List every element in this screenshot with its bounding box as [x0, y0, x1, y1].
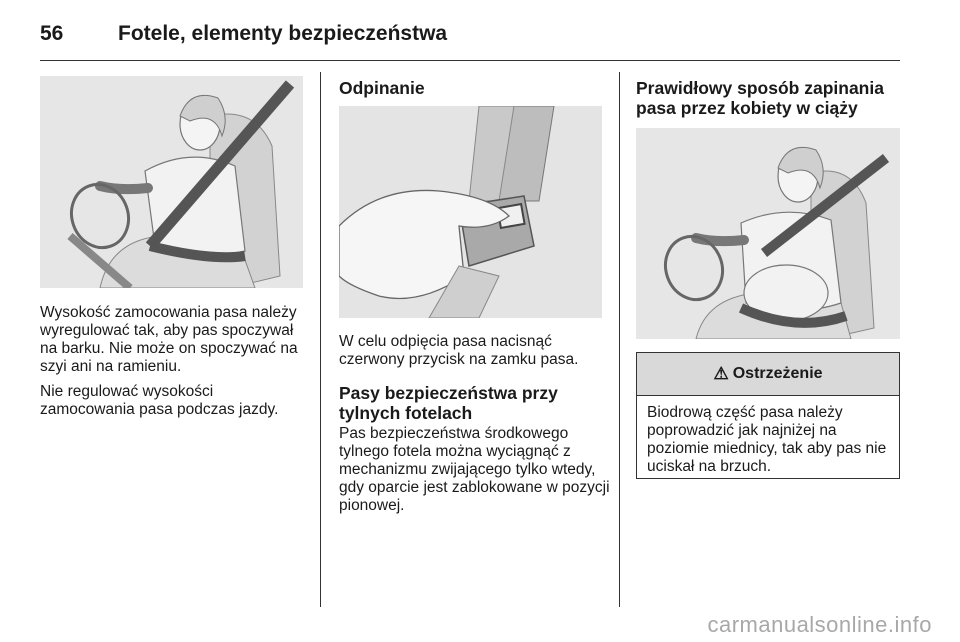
paragraph: Nie regulować wysokości zamocowania pasa podczas jazdy. — [40, 383, 279, 418]
seatbelt-shoulder-illustration — [40, 76, 303, 288]
section-heading: Pasy bezpieczeństwa przy tylnych fotelach — [339, 383, 558, 423]
section-heading: Prawidłowy sposób zapinania pasa przez kobiety w ciąży — [636, 78, 884, 118]
warning-text: Biodrową część pasa należy poprowadzić jak najniżej na poziomie miednicy, tak aby pas nie uciskał na brzuch. — [647, 404, 887, 475]
paragraph: Wysokość zamocowania pasa należy wyregulować tak, aby pas spoczywał na barku. Nie może on spoczywać na szyi ani na ramieniu. — [40, 304, 298, 375]
warning-triangle-icon: ⚠ — [713, 364, 729, 383]
section-heading: Odpinanie — [339, 78, 425, 98]
column-divider-2 — [619, 72, 620, 607]
warning-header — [637, 353, 899, 396]
pregnant-seatbelt-illustration — [636, 128, 900, 339]
warning-box — [636, 352, 900, 479]
warning-title: Ostrzeżenie — [732, 365, 823, 382]
header-rule — [40, 60, 900, 61]
unbuckle-paragraph: W celu odpięcia pasa nacisnąć czerwony przycisk na zamku pasa. — [339, 333, 579, 368]
page-title: Fotele, elementy bezpieczeństwa — [118, 22, 448, 45]
rear-belt-paragraph: Pas bezpieczeństwa środkowego tylnego fotela można wyciągnąć z mechanizmu zwijającego tylko wtedy, gdy oparcie jest zablokowane w pozycji pionowej. — [339, 425, 610, 514]
page-header — [40, 12, 920, 60]
column1-text — [40, 304, 312, 426]
column-divider-1 — [320, 72, 321, 607]
watermark: carmanualsonline.info — [707, 612, 932, 637]
page-number: 56 — [40, 22, 64, 45]
buckle-release-illustration — [339, 106, 602, 318]
